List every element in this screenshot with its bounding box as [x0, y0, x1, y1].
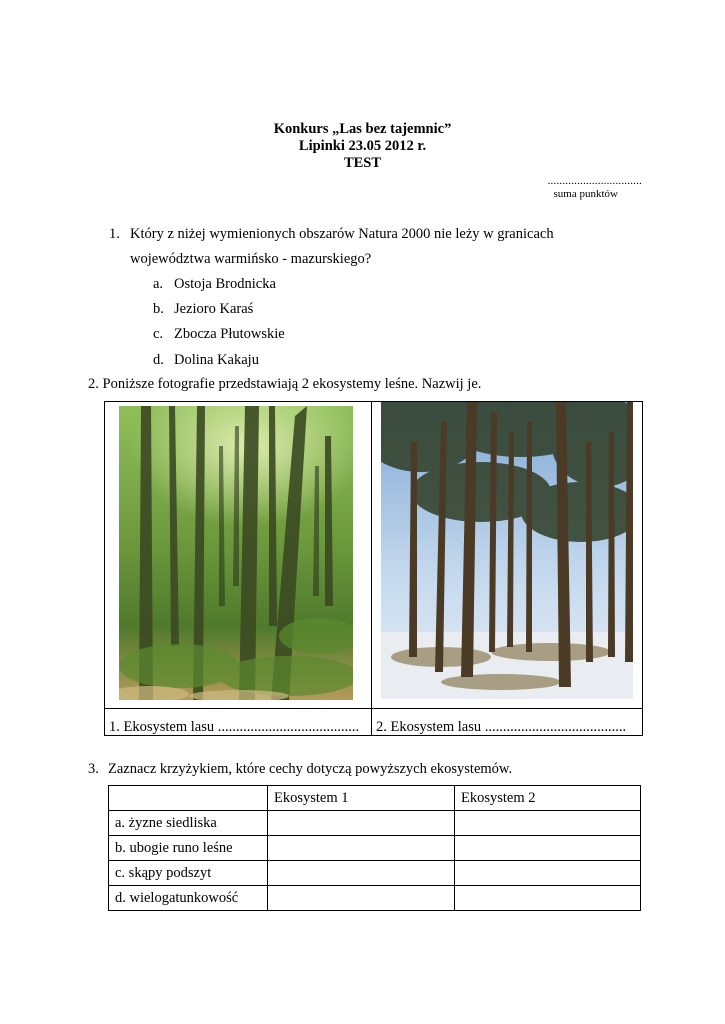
q2-text: 2. Poniższe fotografie przedstawiają 2 ekosystemy leśne. Nazwij je. [88, 376, 482, 392]
q1-option-letter: c. [153, 326, 164, 342]
answer-cell-ecosystem-1[interactable] [268, 836, 455, 861]
table-row [109, 861, 641, 886]
score-dots: ................................ [547, 175, 642, 187]
q1-option-text: Jezioro Karaś [174, 301, 254, 317]
score-label: suma punktów [553, 188, 618, 200]
q3-text: Zaznacz krzyżykiem, które cechy dotyczą powyższych ekosystemów. [108, 761, 513, 777]
q1-option-letter: a. [153, 276, 164, 292]
q1-option-letter: b. [153, 301, 164, 317]
q1-option-text: Ostoja Brodnicka [174, 276, 276, 292]
date-line: Lipinki 23.05 2012 r. [298, 138, 427, 154]
answer-cell-ecosystem-1[interactable] [268, 811, 455, 836]
table-row [109, 886, 641, 911]
q1-option-text: Zbocza Płutowskie [174, 326, 285, 342]
features-table [108, 785, 641, 911]
caption-ecosystem-2: 2. Ekosystem lasu ....................................... [376, 719, 627, 735]
q1-option-text: Dolina Kakaju [174, 352, 259, 368]
q1-text-line2: województwa warmińsko - mazurskiego? [130, 251, 372, 267]
header-ecosystem-2: Ekosystem 2 [455, 786, 641, 811]
page-title: Konkurs „Las bez tajemnic” [273, 121, 452, 137]
answer-cell-ecosystem-2[interactable] [455, 811, 641, 836]
deciduous-forest-photo [119, 406, 353, 700]
table-divider [371, 401, 372, 736]
q1-text-line1: Który z niżej wymienionych obszarów Natura 2000 nie leży w granicach [130, 226, 554, 242]
feature-label: a. żyzne siedliska [109, 811, 268, 836]
pine-forest-photo [381, 402, 633, 699]
answer-cell-ecosystem-2[interactable] [455, 886, 641, 911]
answer-cell-ecosystem-1[interactable] [268, 861, 455, 886]
answer-cell-ecosystem-2[interactable] [455, 836, 641, 861]
caption-ecosystem-1: 1. Ekosystem lasu ....................................... [109, 719, 360, 735]
answer-cell-ecosystem-1[interactable] [268, 886, 455, 911]
q1-number: 1. [109, 226, 120, 242]
q3-number: 3. [88, 761, 99, 777]
header-cell-empty [109, 786, 268, 811]
answer-cell-ecosystem-2[interactable] [455, 861, 641, 886]
table-row [109, 811, 641, 836]
table-divider [104, 708, 643, 709]
table-row [109, 836, 641, 861]
feature-label: b. ubogie runo leśne [109, 836, 268, 861]
header-ecosystem-1: Ekosystem 1 [268, 786, 455, 811]
test-subtitle: TEST [343, 155, 382, 171]
table-header-row [109, 786, 641, 811]
q1-option-letter: d. [153, 352, 164, 368]
feature-label: c. skąpy podszyt [109, 861, 268, 886]
feature-label: d. wielogatunkowość [109, 886, 268, 911]
